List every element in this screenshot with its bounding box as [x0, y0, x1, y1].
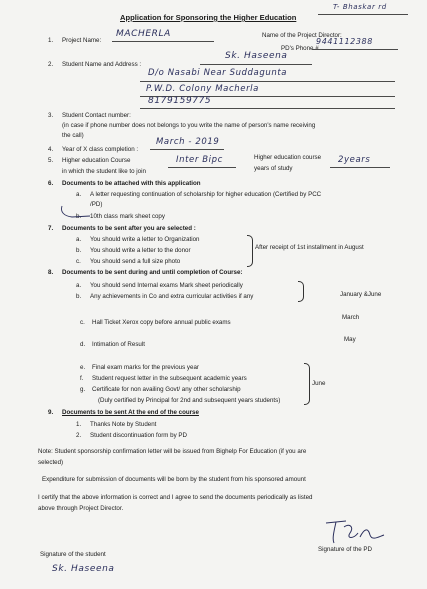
x-completion-line — [150, 149, 224, 150]
years-line — [330, 167, 390, 168]
certify-line-2: above through Project Director. — [38, 505, 124, 512]
course-line — [168, 167, 236, 168]
q9-number: 9. — [48, 409, 54, 416]
project-name-value: MACHERLA — [116, 29, 171, 39]
years-label-2: years of study — [254, 165, 293, 172]
tick-mark-icon — [58, 204, 94, 220]
s8-b-text: Any achievements in Co and extra curricular activities if any — [90, 293, 254, 300]
pd-phone-label: PD's Phone # — [281, 45, 319, 52]
s8-d-text: Intimation of Result — [92, 341, 145, 348]
student-signature-value: Sk. Haseena — [52, 564, 115, 574]
s6-a-mark: a. — [76, 191, 82, 198]
note-line-2: selected) — [38, 459, 64, 466]
address-line-1-rule — [140, 81, 395, 82]
s6-a-text2: /PD) — [90, 201, 103, 208]
pd-signature-icon — [320, 513, 390, 549]
q8-number: 8. — [48, 269, 54, 276]
q7-number: 7. — [48, 225, 54, 232]
s8-c-text: Hall Ticket Xerox copy before annual public exams — [92, 319, 231, 326]
s7-brace — [247, 235, 253, 267]
s8-ab-brace — [298, 281, 304, 302]
q2-number: 2. — [48, 61, 54, 68]
q4-number: 4. — [48, 146, 54, 153]
s8-c-mark: c. — [80, 319, 85, 326]
q1-number: 1. — [48, 37, 54, 44]
s8-efg-brace — [304, 363, 310, 405]
s8-d-mark: d. — [80, 341, 86, 348]
s9-1-text: Thanks Note by Student — [90, 421, 157, 428]
s8-g-note: (Duly certified by Principal for 2nd and subsequent years students) — [98, 397, 281, 404]
x-completion-label: Year of X class completion : — [62, 146, 139, 153]
contact-value: 8179159775 — [148, 96, 212, 106]
s7-b-text: You should write a letter to the donor — [90, 247, 191, 254]
s8-g-text: Certificate for non availing Govt/ any other scholarship — [92, 386, 241, 393]
s7-note: After receipt of 1st installment in August — [255, 244, 364, 251]
s9-2-text: Student discontinuation form by PD — [90, 432, 187, 439]
section7-heading: Documents to be sent after you are selected : — [62, 225, 196, 232]
s6-a-text: A letter requesting continuation of scholarship for higher education (Certified by PCC — [90, 191, 322, 198]
section6-heading: Documents to be attached with this application — [62, 180, 201, 187]
handwritten-pd-name: T- Bhaskar rd — [333, 3, 387, 11]
s8-e-text: Final exam marks for the previous year — [92, 364, 199, 371]
s7-b-mark: b. — [76, 247, 82, 254]
s6-b-text: 10th class mark sheet copy — [90, 213, 165, 220]
address-line-3-rule — [140, 108, 395, 109]
s8-a-mark: a. — [76, 282, 82, 289]
address-line-2: P.W.D. Colony Macherla — [146, 84, 259, 94]
s8-f-mark: f. — [80, 375, 84, 382]
q3-number: 3. — [48, 112, 54, 119]
section9-heading: Documents to be sent At the end of the course — [62, 409, 199, 416]
month-june: June — [312, 380, 326, 387]
student-name-value: Sk. Haseena — [225, 51, 288, 61]
student-name-line — [200, 64, 312, 65]
student-signature-label: Signature of the student — [40, 551, 106, 558]
student-name-label: Student Name and Address : — [62, 61, 142, 68]
s7-a-mark: a. — [76, 236, 82, 243]
s7-a-text: You should write a letter to Organization — [90, 236, 200, 243]
s8-f-text: Student request letter in the subsequent academic years — [92, 375, 247, 382]
pd-signature-label: Signature of the PD — [318, 546, 373, 553]
month-jan-june: January &June — [340, 291, 382, 298]
q6-number: 6. — [48, 180, 54, 187]
pd-name-line — [318, 14, 408, 15]
s8-b-mark: b. — [76, 293, 82, 300]
s7-c-text: You should send a full size photo — [90, 258, 181, 265]
director-name-label: Name of the Project Director: — [262, 32, 342, 39]
note-line-1: Note: Student sponsorship confirmation letter will be issued from Bighelp For Education (if you are — [38, 448, 307, 455]
certify-line-1: I certify that the above information is correct and I agree to send the documents periodically as listed — [38, 494, 313, 501]
s9-1-mark: 1. — [76, 421, 82, 428]
years-label-1: Higher education course — [254, 154, 322, 161]
form-title: Application for Sponsoring the Higher Education — [120, 13, 297, 22]
section8-heading: Documents to be sent during and until completion of Course: — [62, 269, 243, 276]
contact-label: Student Contact number: — [62, 112, 131, 119]
address-line-1: D/o Nasabi Near Suddagunta — [148, 68, 288, 78]
course-label-1: Higher education Course — [62, 157, 131, 164]
pd-phone-value: 9441112388 — [316, 37, 373, 46]
month-may: May — [344, 336, 356, 343]
s7-c-mark: c. — [76, 258, 81, 265]
x-completion-value: March - 2019 — [156, 137, 220, 147]
contact-note-1: (in case if phone number does not belongs to you write the name of person's name receiving — [62, 122, 316, 129]
project-name-label: Project Name: — [62, 37, 102, 44]
project-name-line — [112, 41, 214, 42]
s9-2-mark: 2. — [76, 432, 82, 439]
month-march: March — [342, 314, 360, 321]
years-value: 2years — [338, 155, 371, 165]
s8-g-mark: g. — [80, 386, 86, 393]
s8-e-mark: e. — [80, 364, 86, 371]
course-label-2: in which the student like to join — [62, 168, 146, 175]
course-value: Inter Bipc — [176, 155, 223, 165]
pd-phone-line — [312, 49, 398, 50]
s8-a-text: You should send Internal exams Mark sheet periodically — [90, 282, 243, 289]
s6-b-mark: b. — [76, 213, 82, 220]
expenditure-note: Expenditure for submission of documents will be born by the student from his sponsored amount — [42, 476, 306, 483]
q5-number: 5. — [48, 157, 54, 164]
contact-note-2: the call) — [62, 132, 84, 139]
